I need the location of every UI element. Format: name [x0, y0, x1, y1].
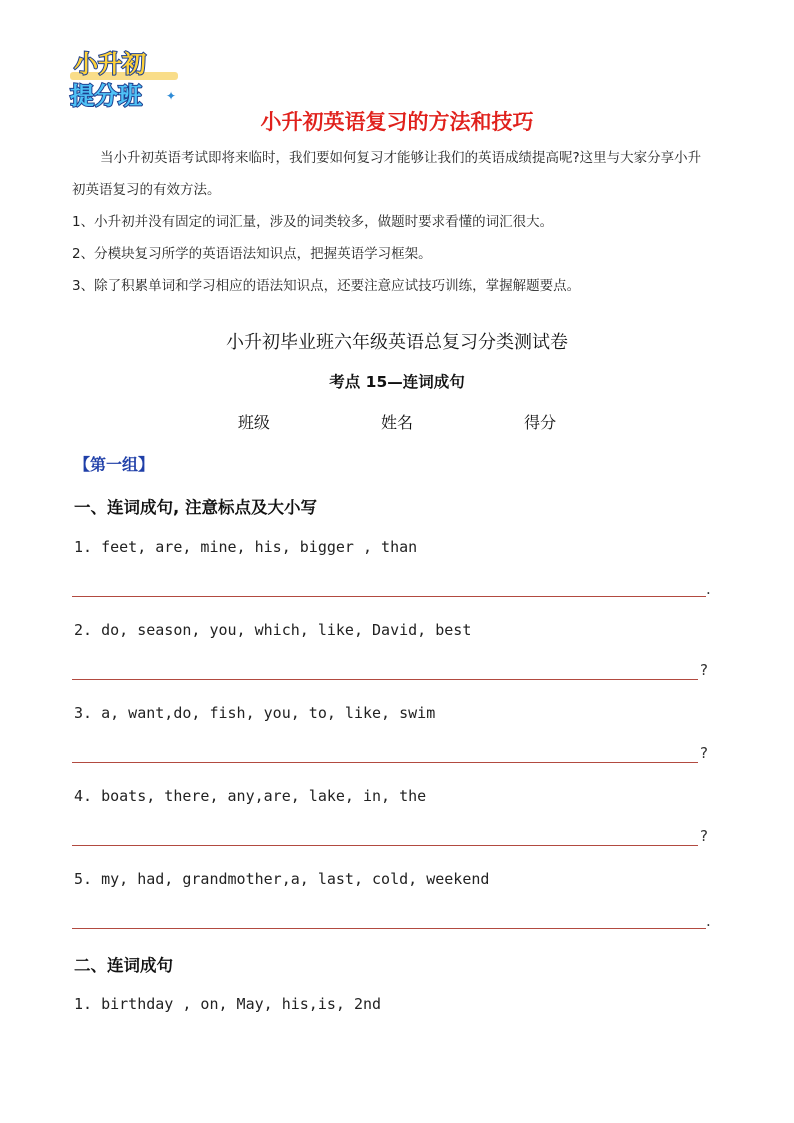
answer-line-4[interactable]	[72, 845, 698, 846]
exam-point: 考点 15—连词成句	[329, 373, 465, 391]
exam-meta	[0, 410, 794, 433]
answer-line-3[interactable]	[72, 762, 698, 763]
question-1: 1. feet, are, mine, his, bigger , than	[74, 538, 418, 556]
class-label: 班级	[237, 413, 270, 432]
intro-point-3: 3、除了积累单词和学习相应的语法知识点，还要注意应试技巧训练，掌握解题要点。	[72, 278, 581, 294]
question-3: 3. a, want,do, fish, you, to, like, swim	[74, 704, 436, 722]
group-label: 【第一组】	[74, 455, 155, 474]
logo-line1: 小升初	[74, 50, 146, 78]
intro-paragraph-cont: 初英语复习的有效方法。	[72, 182, 221, 198]
exam-title: 小升初毕业班六年级英语总复习分类测试卷	[226, 332, 568, 353]
score-label: 得分	[524, 413, 557, 432]
page-title: 小升初英语复习的方法和技巧	[260, 110, 534, 134]
answer-end-2: ?	[700, 661, 708, 679]
name-label: 姓名	[380, 413, 413, 432]
answer-line-1[interactable]	[72, 596, 706, 597]
logo-line2: 提分班	[70, 82, 142, 110]
answer-end-5: .	[706, 912, 711, 930]
answer-end-3: ?	[700, 744, 708, 762]
section2-heading: 二、连词成句	[74, 956, 173, 975]
answer-end-1: .	[706, 580, 711, 598]
section2-question-1: 1. birthday , on, May, his,is, 2nd	[74, 995, 382, 1013]
question-5: 5. my, had, grandmother,a, last, cold, weekend	[74, 870, 490, 888]
section1-heading: 一、连词成句, 注意标点及大小写	[74, 498, 318, 517]
intro-point-1: 1、小升初并没有固定的词汇量，涉及的词类较多，做题时要求看懂的词汇很大。	[72, 214, 554, 230]
intro-point-2: 2、分模块复习所学的英语语法知识点，把握英语学习框架。	[72, 246, 432, 262]
sparkle-icon: ✦	[166, 89, 177, 103]
answer-line-2[interactable]	[72, 679, 698, 680]
question-2: 2. do, season, you, which, like, David, best	[74, 621, 472, 639]
question-4: 4. boats, there, any,are, lake, in, the	[74, 787, 427, 805]
intro-paragraph: 当小升初英语考试即将来临时，我们要如何复习才能够让我们的英语成绩提高呢?这里与大家分享小升	[100, 150, 702, 166]
answer-line-5[interactable]	[72, 928, 706, 929]
answer-end-4: ?	[700, 827, 708, 845]
logo	[66, 42, 186, 114]
